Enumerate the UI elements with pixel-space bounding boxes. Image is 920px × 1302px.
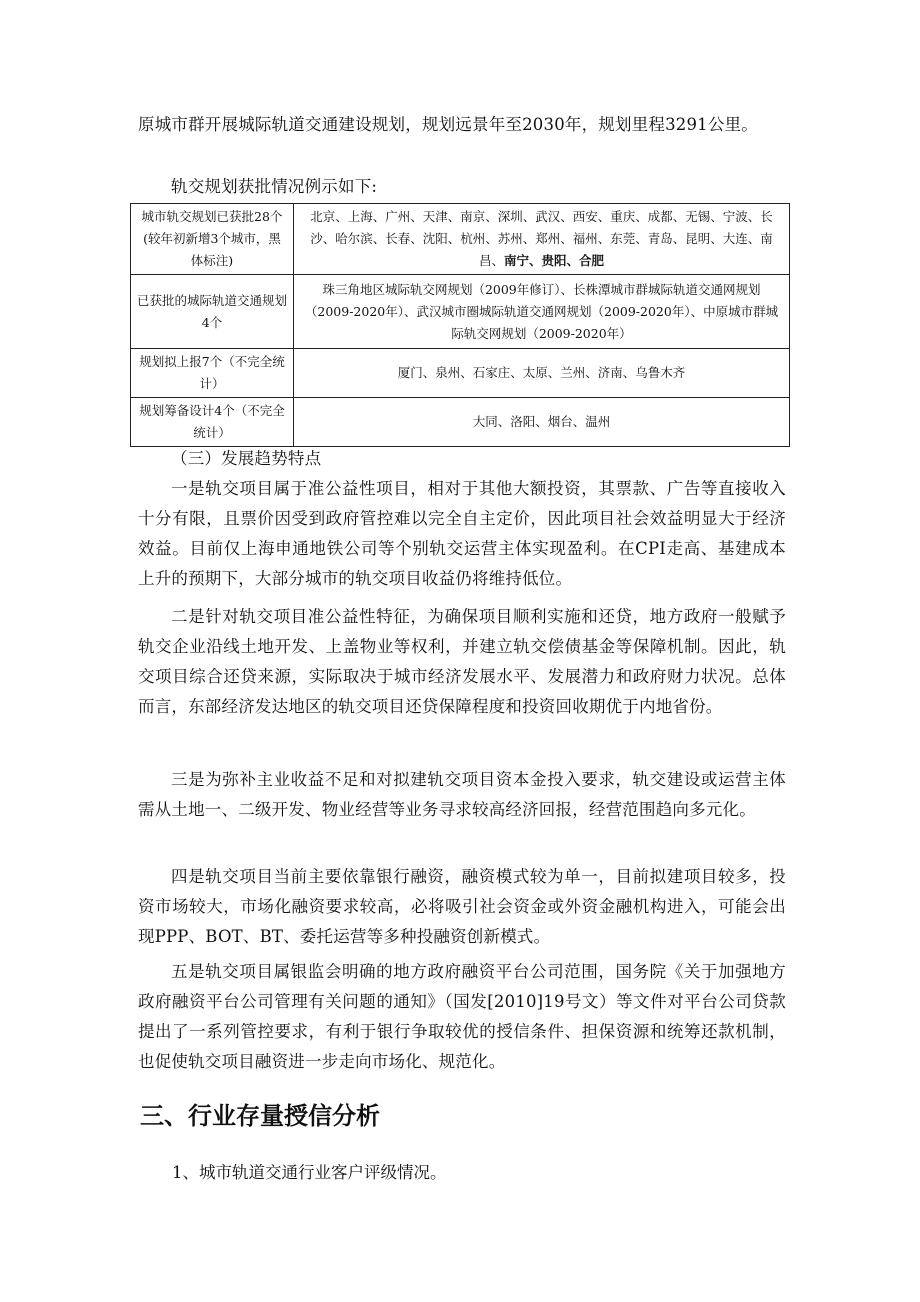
trend-paragraph-2: 二是针对轨交项目准公益性特征，为确保项目顺利实施和还贷，地方政府一般赋予轨交企业沿线土地开发、上盖物业等权利，并建立轨交偿债基金等保障机制。因此，轨交项目综合还贷来源，实际取决于城市经济发展水平、发展潜力和政府财力状况。总体而言，东部经济发达地区的轨交项目还贷保障程度和投资回收期优于内地省份。 — [138, 607, 786, 716]
trend-paragraph-3: 三是为弥补主业收益不足和对拟建轨交项目资本金投入要求，轨交建设或运营主体需从土地一、二级开发、物业经营等业务寻求较高经济回报，经营范围趋向多元化。 — [138, 770, 786, 819]
table-cell-content — [294, 204, 790, 275]
chapter-heading: 三、行业存量授信分析 — [140, 1102, 380, 1130]
table-caption: 轨交规划获批情况例示如下: — [171, 177, 378, 196]
trend-paragraph-1: 一是轨交项目属于准公益性项目，相对于其他大额投资，其票款、广告等直接收入十分有限，且票价因受到政府管控难以完全自主定价，因此项目社会效益明显大于经济效益。目前仅上海申通地铁公司等个别轨交运营主体实现盈利。在CPI走高、基建成本上升的预期下，大部分城市的轨交项目收益仍将维持低位。 — [138, 479, 786, 588]
table-cell-label: 规划拟上报7个（不完全统计） — [131, 349, 294, 398]
section-heading: （三）发展趋势特点 — [171, 449, 322, 468]
table-cell-label: 城市轨交规划已获批28个(较年初新增3个城市，黑体标注) — [131, 204, 294, 275]
chapter-item-1: 1、城市轨道交通行业客户评级情况。 — [172, 1163, 447, 1182]
table-row — [131, 398, 790, 447]
plan-approval-table — [130, 203, 790, 447]
table-cell-content: 厦门、泉州、石家庄、太原、兰州、济南、乌鲁木齐 — [294, 349, 790, 398]
table-cell-label: 规划筹备设计4个（不完全统计） — [131, 398, 294, 447]
table-cell-content: 大同、洛阳、烟台、温州 — [294, 398, 790, 447]
table-row — [131, 275, 790, 349]
trend-paragraph-5: 五是轨交项目属银监会明确的地方政府融资平台公司范围，国务院《关于加强地方政府融资平台公司管理有关问题的通知》（国发[2010]19号文）等文件对平台公司贷款提出了一系列管控要求，有利于银行争取较优的授信条件、担保资源和统筹还款机制，也促使轨交项目融资进一步走向市场化、规范化。 — [138, 962, 786, 1071]
cities-new-bold-text: 南宁、贵阳、合肥 — [504, 253, 605, 268]
intro-paragraph: 原城市群开展城际轨道交通建设规划，规划远景年至2030年，规划里程3291公里。 — [138, 115, 758, 134]
table-cell-content: 珠三角地区城际轨交网规划（2009年修订）、长株潭城市群城际轨道交通网规划（2009-2020年）、武汉城市圈城际轨道交通网规划（2009-2020年）、中原城市群城际轨交网规划（2009-2020年） — [294, 275, 790, 349]
table-row — [131, 349, 790, 398]
table-row — [131, 204, 790, 275]
cities-approved-text: 北京、上海、广州、天津、南京、深圳、武汉、西安、重庆、成都、无锡、宁波、长沙、哈尔滨、长春、沈阳、杭州、苏州、郑州、福州、东莞、青岛、昆明、大连、南昌、 — [310, 209, 773, 268]
trend-paragraph-4: 四是轨交项目当前主要依靠银行融资，融资模式较为单一，目前拟建项目较多，投资市场较大，市场化融资要求较高，必将吸引社会资金或外资金融机构进入，可能会出现PPP、BOT、BT、委托运营等多种投融资创新模式。 — [138, 867, 786, 946]
table-cell-label: 已获批的城际轨道交通规划4个 — [131, 275, 294, 349]
